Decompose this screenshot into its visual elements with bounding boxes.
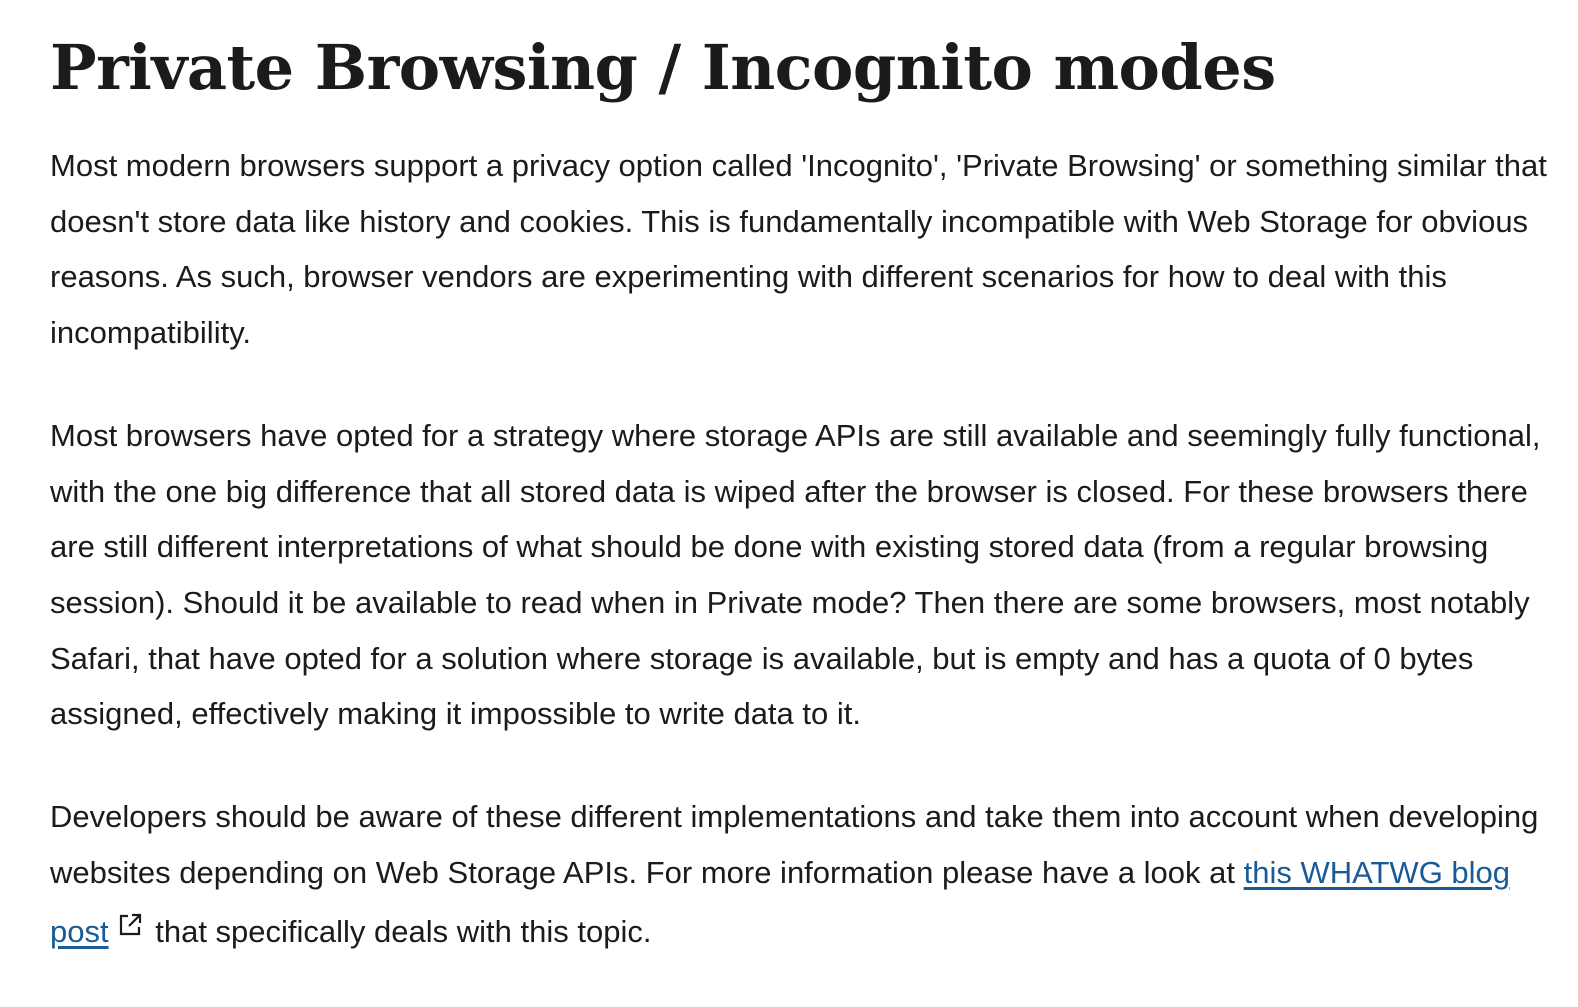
paragraph-browser-strategies: Most browsers have opted for a strategy where storage APIs are still available and seemingly fully functional, with the one big difference that all stored data is wiped after the browser is closed. For these browsers there are still different interpretations of what should be done with existing stored data (from a regular browsing session). Should it be available to read when in Private mode? Then there are some browsers, most notably Safari, that have opted for a solution where storage is available, but is empty and has a quota of 0 bytes assigned, effectively making it impossible to write data to it. bbox=[50, 417, 1541, 732]
paragraph-intro: Most modern browsers support a privacy option called 'Incognito', 'Private Browsing' or something similar that doesn't store data like history and cookies. This is fundamentally incompatible with Web Storage for obvious reasons. As such, browser vendors are experimenting with different scenarios for how to deal with this incompatibility. bbox=[50, 148, 1547, 351]
external-link-icon bbox=[117, 900, 143, 926]
whatwg-blog-post-link[interactable]: this WHATWG blog post bbox=[50, 854, 1511, 950]
paragraph-text-before-link: Developers should be aware of these different implementations and take them into account when developing websites depending on Web Storage APIs. For more information please have a look at bbox=[50, 799, 1539, 890]
article-section bbox=[50, 28, 1550, 1007]
section-heading: Private Browsing / Incognito modes bbox=[50, 31, 1276, 104]
paragraph-text-after-link: that specifically deals with this topic. bbox=[146, 914, 652, 950]
paragraph-developer-note bbox=[50, 789, 1550, 960]
